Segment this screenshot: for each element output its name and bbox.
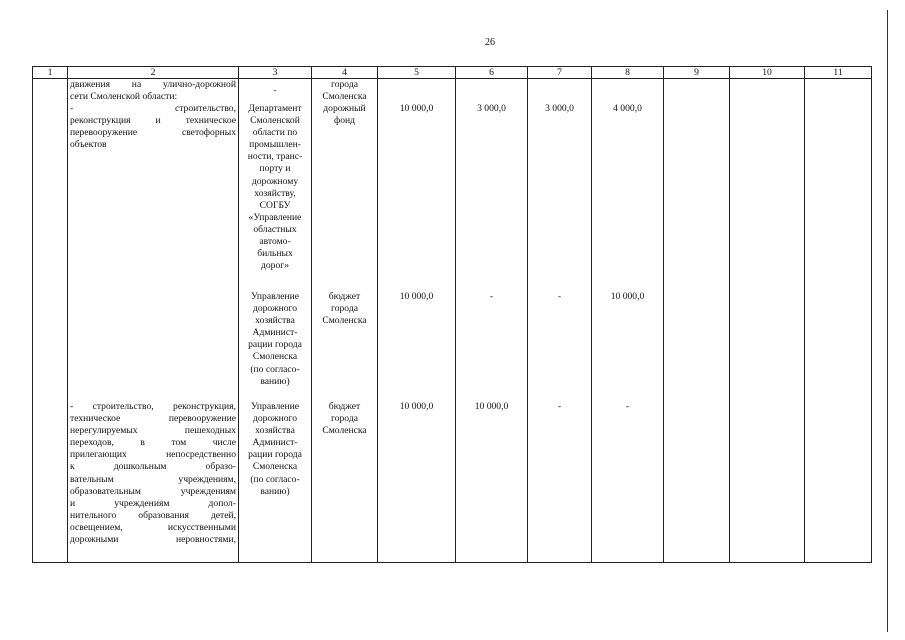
text-line: вательным учреждениям, — [70, 473, 236, 485]
text-line: объектов — [70, 139, 107, 151]
text-line: Смоленска — [252, 461, 298, 473]
page-edge-rule — [887, 10, 888, 632]
source-block-2 — [313, 291, 376, 401]
text-line: нительного образования детей, — [70, 509, 236, 521]
text-line: Смоленска — [322, 425, 367, 437]
text-line: к дошкольным образо- — [70, 461, 236, 473]
header-cell: 9 — [664, 67, 730, 79]
amount-value: 10 000,0 — [399, 291, 434, 302]
col1-cell — [33, 79, 68, 563]
amount-value: 10 000,0 — [474, 401, 509, 412]
text-line: Управление — [250, 291, 300, 302]
header-cell: 3 — [239, 67, 312, 79]
amount-col-8 — [592, 79, 664, 563]
budget-table — [32, 66, 872, 563]
text-line: переходов, в том числе — [70, 437, 236, 449]
text-line: освещением, искусственными — [70, 521, 236, 533]
amount-value: - — [625, 401, 630, 412]
measure-block-2 — [70, 401, 236, 546]
text-line: областных — [253, 223, 297, 235]
header-cell: 2 — [68, 67, 239, 79]
text-line: бильных — [257, 248, 293, 260]
source-block-1 — [313, 103, 376, 291]
amount-value: 10 000,0 — [399, 401, 434, 412]
text-line: города — [331, 303, 358, 315]
page-number: 26 — [485, 37, 495, 48]
text-line: хозяйства — [255, 425, 295, 437]
text-line: Админист- — [252, 327, 298, 339]
header-cell: 5 — [378, 67, 456, 79]
text-line: Смоленска — [322, 91, 367, 103]
text-line: техническое перевооружение — [70, 413, 236, 425]
text-line: - строительство, — [70, 103, 236, 115]
amount-value: 4 000,0 — [613, 103, 642, 114]
text-line: Смоленска — [322, 315, 367, 327]
text-line: (по согласо- — [250, 473, 300, 485]
text-line: бюджет — [328, 401, 361, 412]
funding-source-cell — [312, 79, 378, 563]
text-line: нерегулируемых пешеходных — [70, 425, 236, 437]
dash-mark: - — [273, 85, 277, 96]
text-line: «Управление — [248, 211, 302, 223]
text-line: дорог» — [260, 260, 289, 272]
amount-value: 10 000,0 — [610, 291, 645, 302]
table-header-row — [33, 67, 872, 79]
text-line: Админист- — [252, 437, 298, 449]
description-cell — [68, 79, 239, 563]
header-cell: 7 — [528, 67, 592, 79]
text-line: сети Смоленской области: — [70, 91, 178, 103]
amount-col-7 — [528, 79, 592, 563]
text-line: СОГБУ — [259, 199, 291, 211]
header-cell: 8 — [592, 67, 664, 79]
header-cell: 1 — [33, 67, 68, 79]
amount-col-5 — [378, 79, 456, 563]
empty-col-10 — [730, 79, 805, 563]
text-line: Департамент — [248, 103, 302, 114]
amount-value: 3 000,0 — [477, 103, 506, 114]
text-line: рации города — [248, 339, 302, 351]
text-line: Смоленска — [252, 351, 298, 363]
text-line: дорожного — [252, 413, 298, 425]
text-line: бюджет — [328, 291, 361, 302]
table-body-row — [33, 79, 872, 563]
text-line: дорожными неровностями, — [70, 534, 236, 546]
text-line: реконструкция и техническое — [70, 115, 236, 127]
text-line: автомо- — [259, 236, 291, 248]
amount-value: - — [489, 291, 494, 302]
text-line: дорожный — [323, 103, 366, 114]
text-line: порту и — [259, 163, 291, 175]
text-line: (по согласо- — [250, 363, 300, 375]
amount-value: 10 000,0 — [399, 103, 434, 114]
text-line: города — [331, 79, 358, 90]
amount-value: - — [557, 401, 562, 412]
text-line: области по — [252, 127, 298, 139]
header-cell: 10 — [730, 67, 805, 79]
text-line: - строительство, реконструкция, — [70, 401, 236, 412]
amount-col-6 — [456, 79, 528, 563]
text-line: Смоленской — [250, 115, 300, 127]
executor-block-3 — [240, 401, 310, 498]
text-line: ванию) — [260, 485, 290, 497]
text-line: перевооружение светофорных — [70, 127, 236, 139]
text-line: и учреждениям допол- — [70, 497, 236, 509]
text-line: города — [331, 413, 358, 425]
empty-col-11 — [805, 79, 872, 563]
text-line: хозяйству, — [254, 187, 296, 199]
text-line: промышлен- — [249, 139, 301, 151]
text-line: хозяйства — [255, 315, 295, 327]
header-cell: 4 — [312, 67, 378, 79]
executor-cell — [239, 79, 312, 563]
executor-block-1 — [240, 103, 310, 291]
text-line: движения на улично-дорожной — [70, 79, 236, 90]
text-line: образовательным учреждениям — [70, 485, 236, 497]
text-line: ванию) — [260, 375, 290, 387]
header-cell: 11 — [805, 67, 872, 79]
text-line: рации города — [248, 449, 302, 461]
source-block-3 — [313, 401, 376, 437]
text-line: дорожного — [252, 303, 298, 315]
text-line: прилегающих непосредственно — [70, 449, 236, 461]
source-block-top — [313, 79, 376, 103]
amount-value: 3 000,0 — [545, 103, 574, 114]
empty-col-9 — [664, 79, 730, 563]
text-line: дорожному — [251, 175, 299, 187]
header-cell: 6 — [456, 67, 528, 79]
executor-block-2 — [240, 291, 310, 401]
text-line: фонд — [333, 115, 356, 127]
amount-value: - — [557, 291, 562, 302]
measure-block-1 — [70, 79, 236, 401]
text-line: Управление — [250, 401, 300, 412]
text-line: ности, транс- — [247, 151, 303, 163]
